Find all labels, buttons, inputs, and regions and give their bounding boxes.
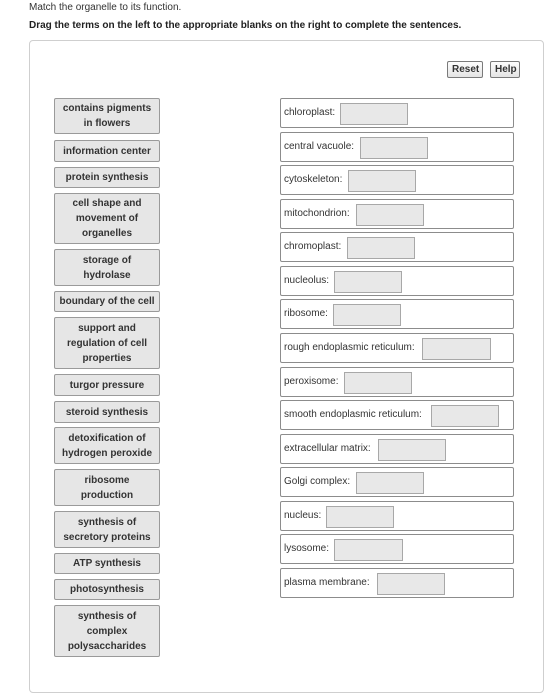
sentence-label: nucleolus:: [284, 275, 330, 286]
term-tile[interactable]: support and regulation of cell properties: [54, 317, 160, 369]
sentence-row: [280, 434, 514, 464]
sentence-label: peroxisome:: [284, 376, 339, 387]
sentence-label: rough endoplasmic reticulum:: [284, 342, 415, 353]
drop-blank[interactable]: [347, 237, 415, 259]
sentence-label: chromoplast:: [284, 241, 342, 252]
sentence-row: [280, 132, 514, 162]
drop-blank[interactable]: [340, 103, 408, 125]
drop-blank[interactable]: [326, 506, 394, 528]
sentence-row: [280, 98, 514, 128]
sentence-row: [280, 299, 514, 329]
term-tile[interactable]: photosynthesis: [54, 579, 160, 600]
help-button[interactable]: Help: [490, 61, 520, 78]
term-tile[interactable]: protein synthesis: [54, 167, 160, 188]
drop-blank[interactable]: [422, 338, 491, 360]
sentence-label: smooth endoplasmic reticulum:: [284, 409, 422, 420]
drop-blank[interactable]: [344, 372, 412, 394]
term-tile[interactable]: synthesis of complex polysaccharides: [54, 605, 160, 657]
sentence-row: [280, 568, 514, 598]
sentence-row: [280, 534, 514, 564]
sentence-label: mitochondrion:: [284, 208, 350, 219]
drop-blank[interactable]: [334, 539, 403, 561]
sentence-label: lysosome:: [284, 543, 330, 554]
term-tile[interactable]: turgor pressure: [54, 374, 160, 396]
sentence-row: [280, 467, 514, 497]
sentence-label: ribosome:: [284, 308, 328, 319]
drop-blank[interactable]: [360, 137, 428, 159]
sentence-row: [280, 232, 514, 262]
sentence-row: [280, 400, 514, 430]
sentence-row: [280, 165, 514, 195]
sentence-label: chloroplast:: [284, 107, 336, 118]
drop-blank[interactable]: [431, 405, 499, 427]
term-tile[interactable]: boundary of the cell: [54, 291, 160, 312]
term-tile[interactable]: synthesis of secretory proteins: [54, 511, 160, 548]
term-tile[interactable]: detoxification of hydrogen peroxide: [54, 427, 160, 464]
sentence-label: plasma membrane:: [284, 577, 370, 588]
sentence-row: [280, 333, 514, 363]
drop-blank[interactable]: [377, 573, 445, 595]
term-tile[interactable]: steroid synthesis: [54, 401, 160, 423]
drop-blank[interactable]: [333, 304, 401, 326]
term-tile[interactable]: ribosome production: [54, 469, 160, 506]
drop-blank[interactable]: [356, 472, 424, 494]
sentence-row: [280, 199, 514, 229]
sentence-label: central vacuole:: [284, 141, 355, 152]
sentence-label: cytoskeleton:: [284, 174, 343, 185]
sentence-label: Golgi complex:: [284, 476, 351, 487]
term-tile[interactable]: information center: [54, 140, 160, 162]
sentence-row: [280, 266, 514, 296]
instruction-text: Match the organelle to its function.: [29, 2, 182, 13]
subinstruction-text: Drag the terms on the left to the appropriate blanks on the right to complete the sentences.: [29, 20, 462, 31]
drop-blank[interactable]: [348, 170, 416, 192]
term-tile[interactable]: contains pigments in flowers: [54, 98, 160, 134]
sentence-label: extracellular matrix:: [284, 443, 371, 454]
drop-blank[interactable]: [356, 204, 424, 226]
drop-blank[interactable]: [334, 271, 402, 293]
sentence-row: [280, 501, 514, 531]
drop-blank[interactable]: [378, 439, 446, 461]
term-tile[interactable]: ATP synthesis: [54, 553, 160, 574]
sentence-row: [280, 367, 514, 397]
reset-button[interactable]: Reset: [447, 61, 483, 78]
term-tile[interactable]: cell shape and movement of organelles: [54, 193, 160, 244]
matching-panel: [29, 40, 544, 693]
term-tile[interactable]: storage of hydrolase: [54, 249, 160, 286]
sentence-label: nucleus:: [284, 510, 322, 521]
